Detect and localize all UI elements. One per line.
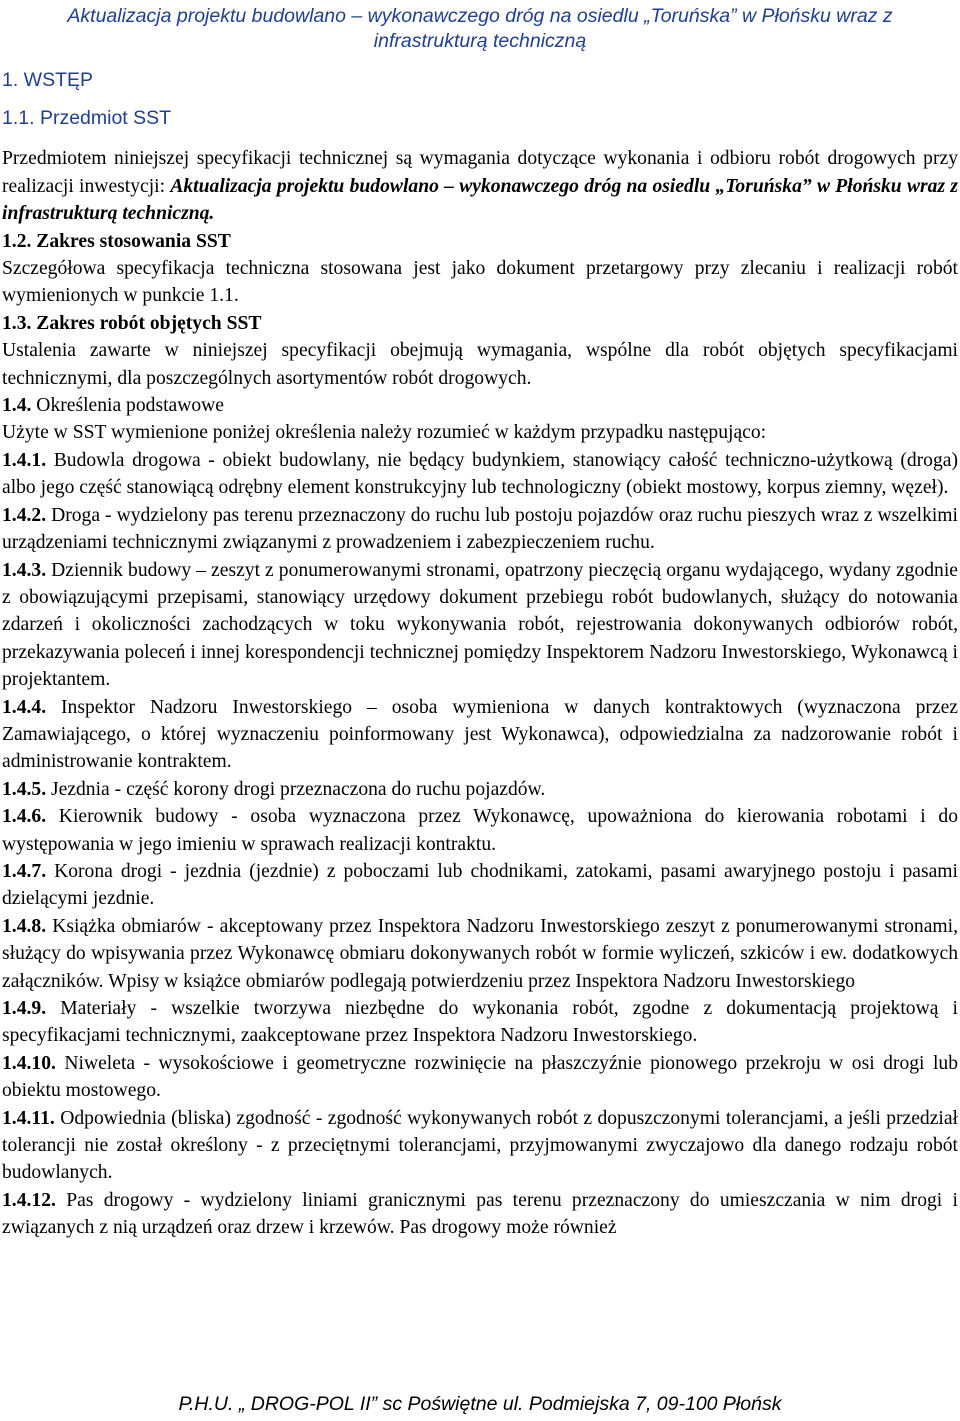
definition-text: Materiały - wszelkie tworzywa niezbędne do wykonania robót, zgodne z dokumentacją projektową i specyfikacjami technicznymi, zaakceptowane przez Inspektora Nadzoru Inwestorskiego. bbox=[2, 998, 958, 1047]
definition-number: 1.4.10. bbox=[2, 1052, 56, 1074]
header-title-line-2: infrastrukturą techniczną bbox=[373, 30, 587, 52]
definition-number: 1.4.6. bbox=[2, 806, 47, 828]
definition-text: Budowla drogowa - obiekt budowlany, nie będący budynkiem, stanowiący całość techniczno-użytkową (droga) albo jego część stanowiącą odrębny element konstrukcyjny lub technologiczny (obiekt mostowy, korpus ziemny, węzeł). bbox=[2, 449, 958, 499]
definitions-list bbox=[2, 447, 958, 1242]
paragraph-1-4-intro: Użyte w SST wymienione poniżej określenia należy rozumieć w każdym przypadku następująco: bbox=[2, 422, 767, 444]
definition-text: Niweleta - wysokościowe i geometryczne rozwinięcie na płaszczyźnie pionowego przekroju w osi drogi lub obiektu mostowego. bbox=[2, 1052, 958, 1102]
definition-text: Droga - wydzielony pas terenu przeznaczony do ruchu lub postoju pojazdów oraz ruchu pieszych wraz z wszelkimi urządzeniami technicznymi związanymi z prowadzeniem i zabezpieczeniem ruchu. bbox=[2, 504, 958, 554]
subsection-number-1-4: 1.4. bbox=[2, 395, 32, 417]
definition-text: Pas drogowy - wydzielony liniami granicznymi pas terenu przeznaczony do umieszczania w nim drogi i związanych z nią urządzeń oraz drzew i krzewów. Pas drogowy może również bbox=[2, 1189, 958, 1239]
definition-text: Korona drogi - jezdnia (jezdnie) z poboczami lub chodnikami, zatokami, pasami awaryjnego postoju i pasami dzielącymi jezdnie. bbox=[2, 860, 958, 910]
definition-number: 1.4.3. bbox=[2, 559, 47, 581]
document-header bbox=[2, 4, 958, 54]
paragraph-1-2: Szczegółowa specyfikacja techniczna stosowana jest jako dokument przetargowy przy zlecaniu i realizacji robót wymienionych w punkcie 1.1. bbox=[2, 258, 958, 307]
definition-number: 1.4.1. bbox=[2, 449, 47, 471]
paragraph-1-1-text: Przedmiotem niniejszej specyfikacji technicznej są wymagania dotyczące wykonania i odbioru robót drogowych przy realizacji inwestycji: bbox=[2, 148, 958, 197]
definition-item bbox=[2, 1187, 958, 1242]
document-body bbox=[2, 105, 958, 1242]
subsection-heading-1-2: 1.2. Zakres stosowania SST bbox=[2, 230, 231, 252]
header-title-line-1: Aktualizacja projektu budowlano – wykonawczego dróg na osiedlu „Toruńska” w Płońsku wraz z bbox=[67, 5, 893, 27]
section-title: 1. WSTĘP bbox=[2, 69, 94, 91]
paragraph-1-1 bbox=[2, 145, 958, 227]
definition-number: 1.4.12. bbox=[2, 1189, 56, 1211]
definition-item bbox=[2, 694, 958, 776]
subsection-heading-1-3: 1.3. Zakres robót objętych SST bbox=[2, 312, 262, 334]
definition-item bbox=[2, 803, 958, 858]
definition-item bbox=[2, 995, 958, 1050]
definition-text: Dziennik budowy – zeszyt z ponumerowanymi stronami, opatrzony pieczęcią organu wydającego, wydany zgodnie z obowiązującymi przepisami, stanowiący urzędowy dokument przebiegu robót budowlanych, służący do notowania zdarzeń i okoliczności zachodzących w toku wykonywania robót, rejestrowania dokonywanych odbiorów robót, przekazywania poleceń i innej korespondencji technicznej pomiędzy Inspektorem Nadzoru Inwestorskiego, Wykonawcą i projektantem. bbox=[2, 559, 958, 691]
definition-text: Inspektor Nadzoru Inwestorskiego – osoba wymieniona w danych kontraktowych (wyznaczona przez Zamawiającego, o której wyznaczeniu poinformowany jest Wykonawca), odpowiedzialna za nadzorowanie robót i administrowanie kontraktem. bbox=[2, 696, 958, 773]
definition-number: 1.4.5. bbox=[2, 778, 47, 800]
definition-item bbox=[2, 1105, 958, 1187]
paragraph-1-1-emphasis: Aktualizacja projektu budowlano – wykonawczego dróg na osiedlu „Toruńska” w Płońsku wraz z infrastrukturą techniczną. bbox=[2, 175, 958, 225]
definition-number: 1.4.11. bbox=[2, 1107, 55, 1129]
definition-number: 1.4.9. bbox=[2, 998, 47, 1019]
definition-item bbox=[2, 776, 958, 803]
subsection-title-1-4: Określenia podstawowe bbox=[31, 395, 225, 417]
paragraph-1-3: Ustalenia zawarte w niniejszej specyfikacji obejmują wymagania, wspólne dla robót objętych specyfikacjami technicznymi, dla poszczególnych asortymentów robót drogowych. bbox=[2, 340, 958, 389]
definition-number: 1.4.2. bbox=[2, 504, 47, 526]
definition-item bbox=[2, 557, 958, 694]
subsection-heading-1-4 bbox=[2, 392, 958, 419]
definition-text: Jezdnia - część korony drogi przeznaczona do ruchu pojazdów. bbox=[46, 778, 546, 800]
definition-number: 1.4.7. bbox=[2, 860, 47, 882]
definition-item bbox=[2, 502, 958, 557]
definition-item bbox=[2, 447, 958, 502]
definition-text: Odpowiednia (bliska) zgodność - zgodność wykonywanych robót z dopuszczonymi tolerancjami, a jeśli przedział tolerancji nie został określony - z przeciętnymi tolerancjami, przyjmowanymi zwyczajowo dla danego rodzaju robót budowlanych. bbox=[2, 1107, 958, 1184]
definition-number: 1.4.8. bbox=[2, 915, 47, 937]
definition-text: Książka obmiarów - akceptowany przez Inspektora Nadzoru Inwestorskiego zeszyt z ponumerowanymi stronami, służący do wpisywania przez Wykonawcę obmiaru dokonywanych robót w formie wyliczeń, szkiców i ew. dodatkowych załączników. Wpisy w książce obmiarów podlegają potwierdzeniu przez Inspektora Nadzoru Inwestorskiego bbox=[2, 915, 958, 992]
definition-item bbox=[2, 858, 958, 913]
definition-text: Kierownik budowy - osoba wyznaczona przez Wykonawcę, upoważniona do kierowania robotami i do występowania w jego imieniu w sprawach realizacji kontraktu. bbox=[2, 806, 958, 855]
definition-item bbox=[2, 1050, 958, 1105]
definition-item bbox=[2, 913, 958, 995]
document-footer: P.H.U. „ DROG-POL II” sc Poświętne ul. Podmiejska 7, 09-100 Płońsk bbox=[178, 1393, 782, 1415]
subsection-heading-1-1: 1.1. Przedmiot SST bbox=[2, 107, 172, 129]
definition-number: 1.4.4. bbox=[2, 696, 47, 718]
